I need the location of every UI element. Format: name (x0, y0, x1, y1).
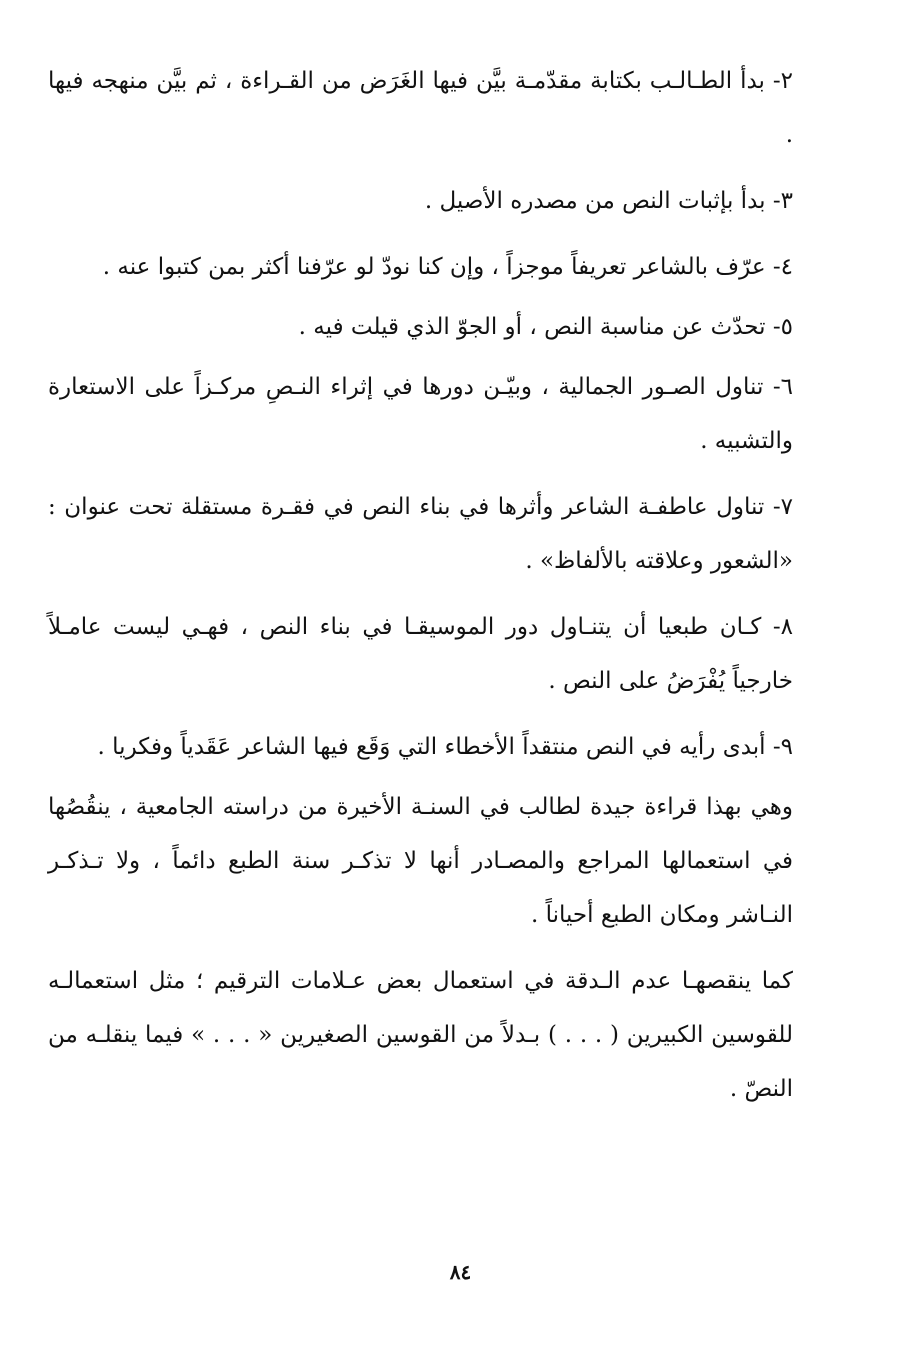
paragraph-point-3: ٣- بدأ بإثبات النص من مصدره الأصيل . (424, 188, 793, 214)
paragraph-point-4: ٤- عرّف بالشاعر تعريفاً موجزاً ، وإن كنا نودّ لو عرّفنا أكثر بمن كتبوا عنه . (102, 254, 793, 280)
paragraph-evaluation: وهي بهذا قراءة جيدة لطالب في السنـة الأخيرة من دراسته الجامعية ، ينقُصُها في استعمالها المراجع والمصـادر أنها لا تذكـر سنة الطبع دائماً ، ولا تـذكـر النـاشر ومكان الطبع أحياناً . (48, 794, 793, 928)
page-number: ٨٤ (449, 1260, 472, 1284)
paragraph-point-6: ٦- تناول الصـور الجمالية ، وبيّـن دورها في إثراء النـصِ مركـزاً على الاستعارة والتشبيه . (48, 374, 793, 454)
page-body (48, 54, 793, 1128)
paragraph-punctuation-note: كما ينقصهـا عدم الـدقة في استعمال بعض عـلامات الترقيم ؛ مثل استعمالـه للقوسين الكبيرين ( . . . ) بـدلاً من القوسين الصغيرين « . . . » فيما ينقلـه من النصّ . (48, 968, 793, 1102)
paragraph-point-9: ٩- أبدى رأيه في النص منتقداً الأخطاء التي وَقَع فيها الشاعر عَقَدياً وفكريا . (97, 734, 793, 760)
paragraph-point-7: ٧- تناول عاطفـة الشاعر وأثرها في بناء النص في فقـرة مستقلة تحت عنوان : «الشعور وعلاقته بالألفاظ» . (48, 494, 793, 574)
paragraph-point-8: ٨- كـان طبعيا أن يتنـاول دور الموسيقـا في بناء النص ، فهـي ليست عامـلاً خارجياً يُفْرَضُ على النص . (48, 614, 794, 694)
paragraph-point-2: ٢- بدأ الطـالـب بكتابة مقدّمـة بيَّن فيها الغَرَض من القـراءة ، ثم بيَّن منهجه فيها . (48, 68, 793, 148)
paragraph-point-5: ٥- تحدّث عن مناسبة النص ، أو الجوّ الذي قيلت فيه . (298, 314, 793, 340)
